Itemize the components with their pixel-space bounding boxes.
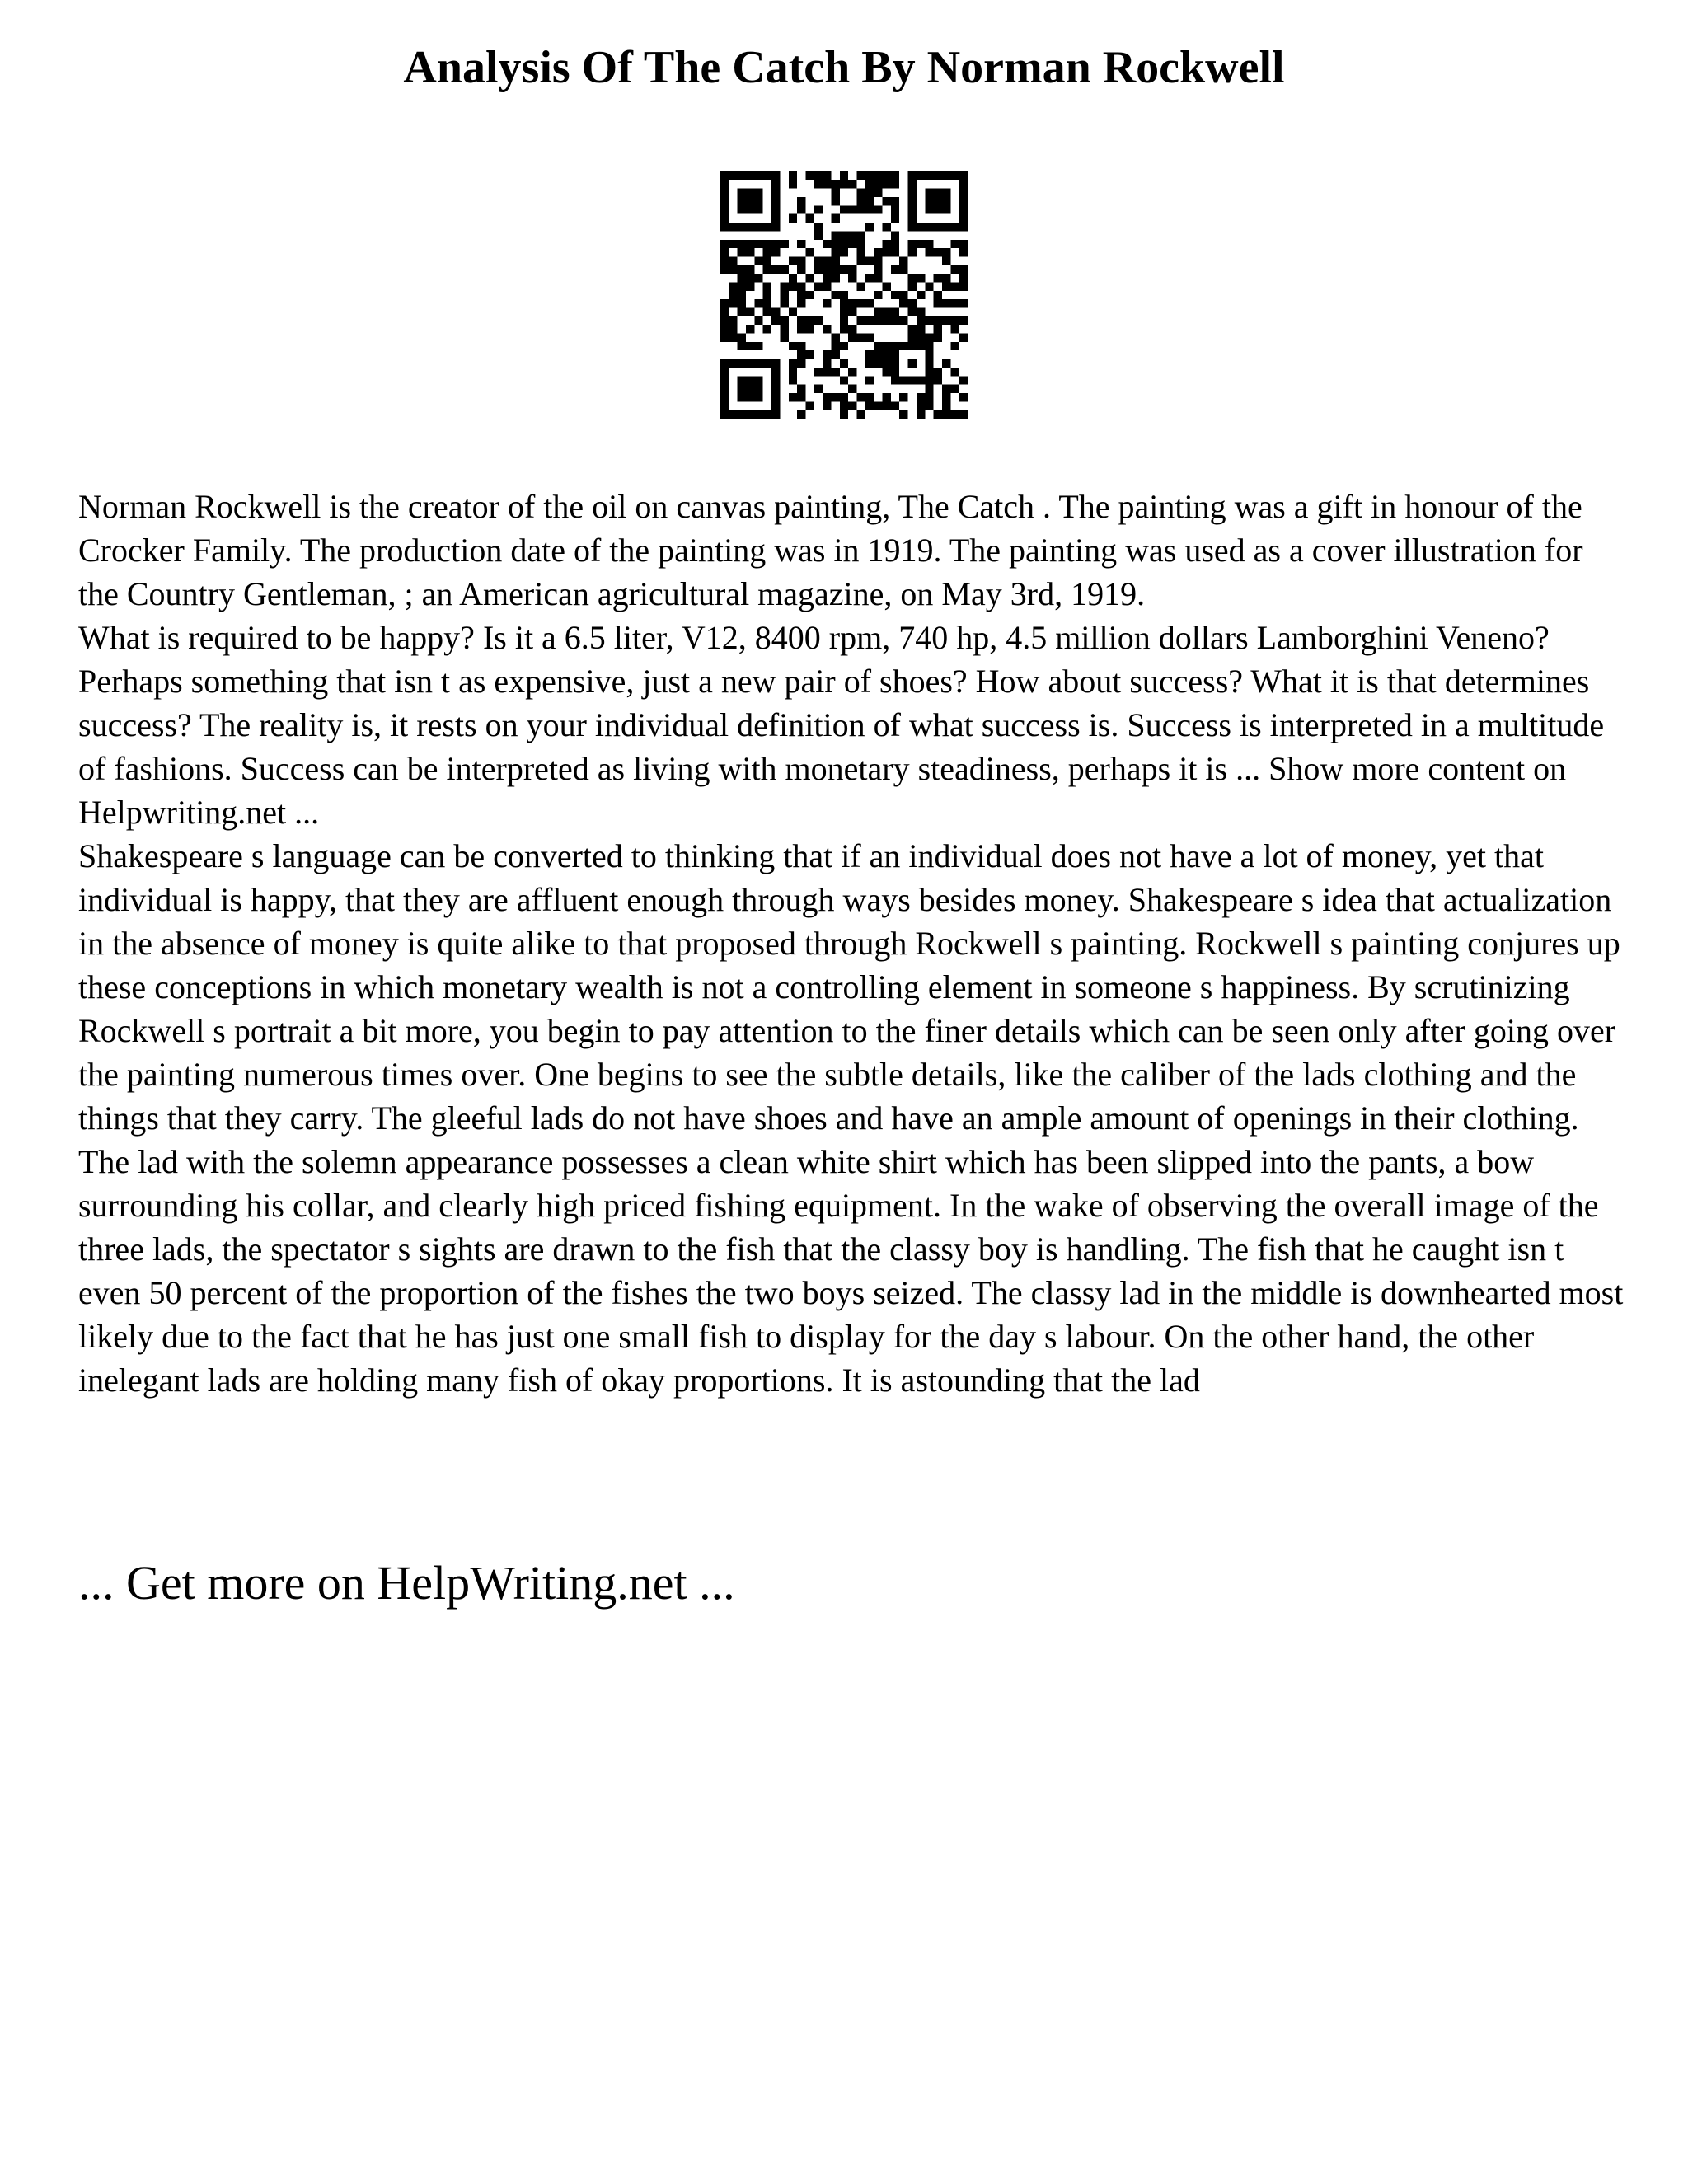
- paragraph-analysis: Shakespeare s language can be converted to thinking that if an individual does not have a lot of money, yet that individual is happy, that they are affluent enough through ways besides money. Shakespeare s idea that actualization in the absence of money is quite alike to that proposed through Rockwell s painting. Rockwell s painting conjures up these conceptions in which monetary wealth is not a controlling element in someone s happiness. By scrutinizing Rockwell s portrait a bit more, you begin to pay attention to the finer details which can be seen only after going over the painting numerous times over. One begins to see the subtle details, like the caliber of the lads clothing and the things that they carry. The gleeful lads do not have shoes and have an ample amount of openings in their clothing. The lad with the solemn appearance possesses a clean white shirt which has been slipped into the pants, a bow surrounding his collar, and clearly high priced fishing equipment. In the wake of observing the overall image of the three lads, the spectator s sights are drawn to the fish that the classy boy is handling. The fish that he caught isn t even 50 percent of the proportion of the fishes the two boys seized. The classy lad in the middle is downhearted most likely due to the fact that he has just one small fish to display for the day s labour. On the other hand, the other inelegant lads are holding many fish of okay proportions. It is astounding that the lad: [78, 837, 1624, 1399]
- article-body: [78, 485, 1628, 1402]
- page-title: Analysis Of The Catch By Norman Rockwell: [403, 42, 1285, 93]
- qr-code-icon[interactable]: [720, 171, 968, 419]
- get-more-link[interactable]: ... Get more on HelpWriting.net ...: [78, 1556, 735, 1610]
- paragraph-intro: Norman Rockwell is the creator of the oil on canvas painting, The Catch . The painting was a gift in honour of the Crocker Family. The production date of the painting was in 1919. The painting was used as a cover illustration for the Country Gentleman, ; an American agricultural magazine, on May 3rd, 1919.: [78, 488, 1583, 612]
- paragraph-happiness: What is required to be happy? Is it a 6.5 liter, V12, 8400 rpm, 740 hp, 4.5 million dollars Lamborghini Veneno? Perhaps something that isn t as expensive, just a new pair of shoes? How about success? What it is that determines success? The reality is, it rests on your individual definition of what success is. Success is interpreted in a multitude of fashions. Success can be interpreted as living with monetary steadiness, perhaps it is ... Show more content on Helpwriting.net ...: [78, 619, 1605, 831]
